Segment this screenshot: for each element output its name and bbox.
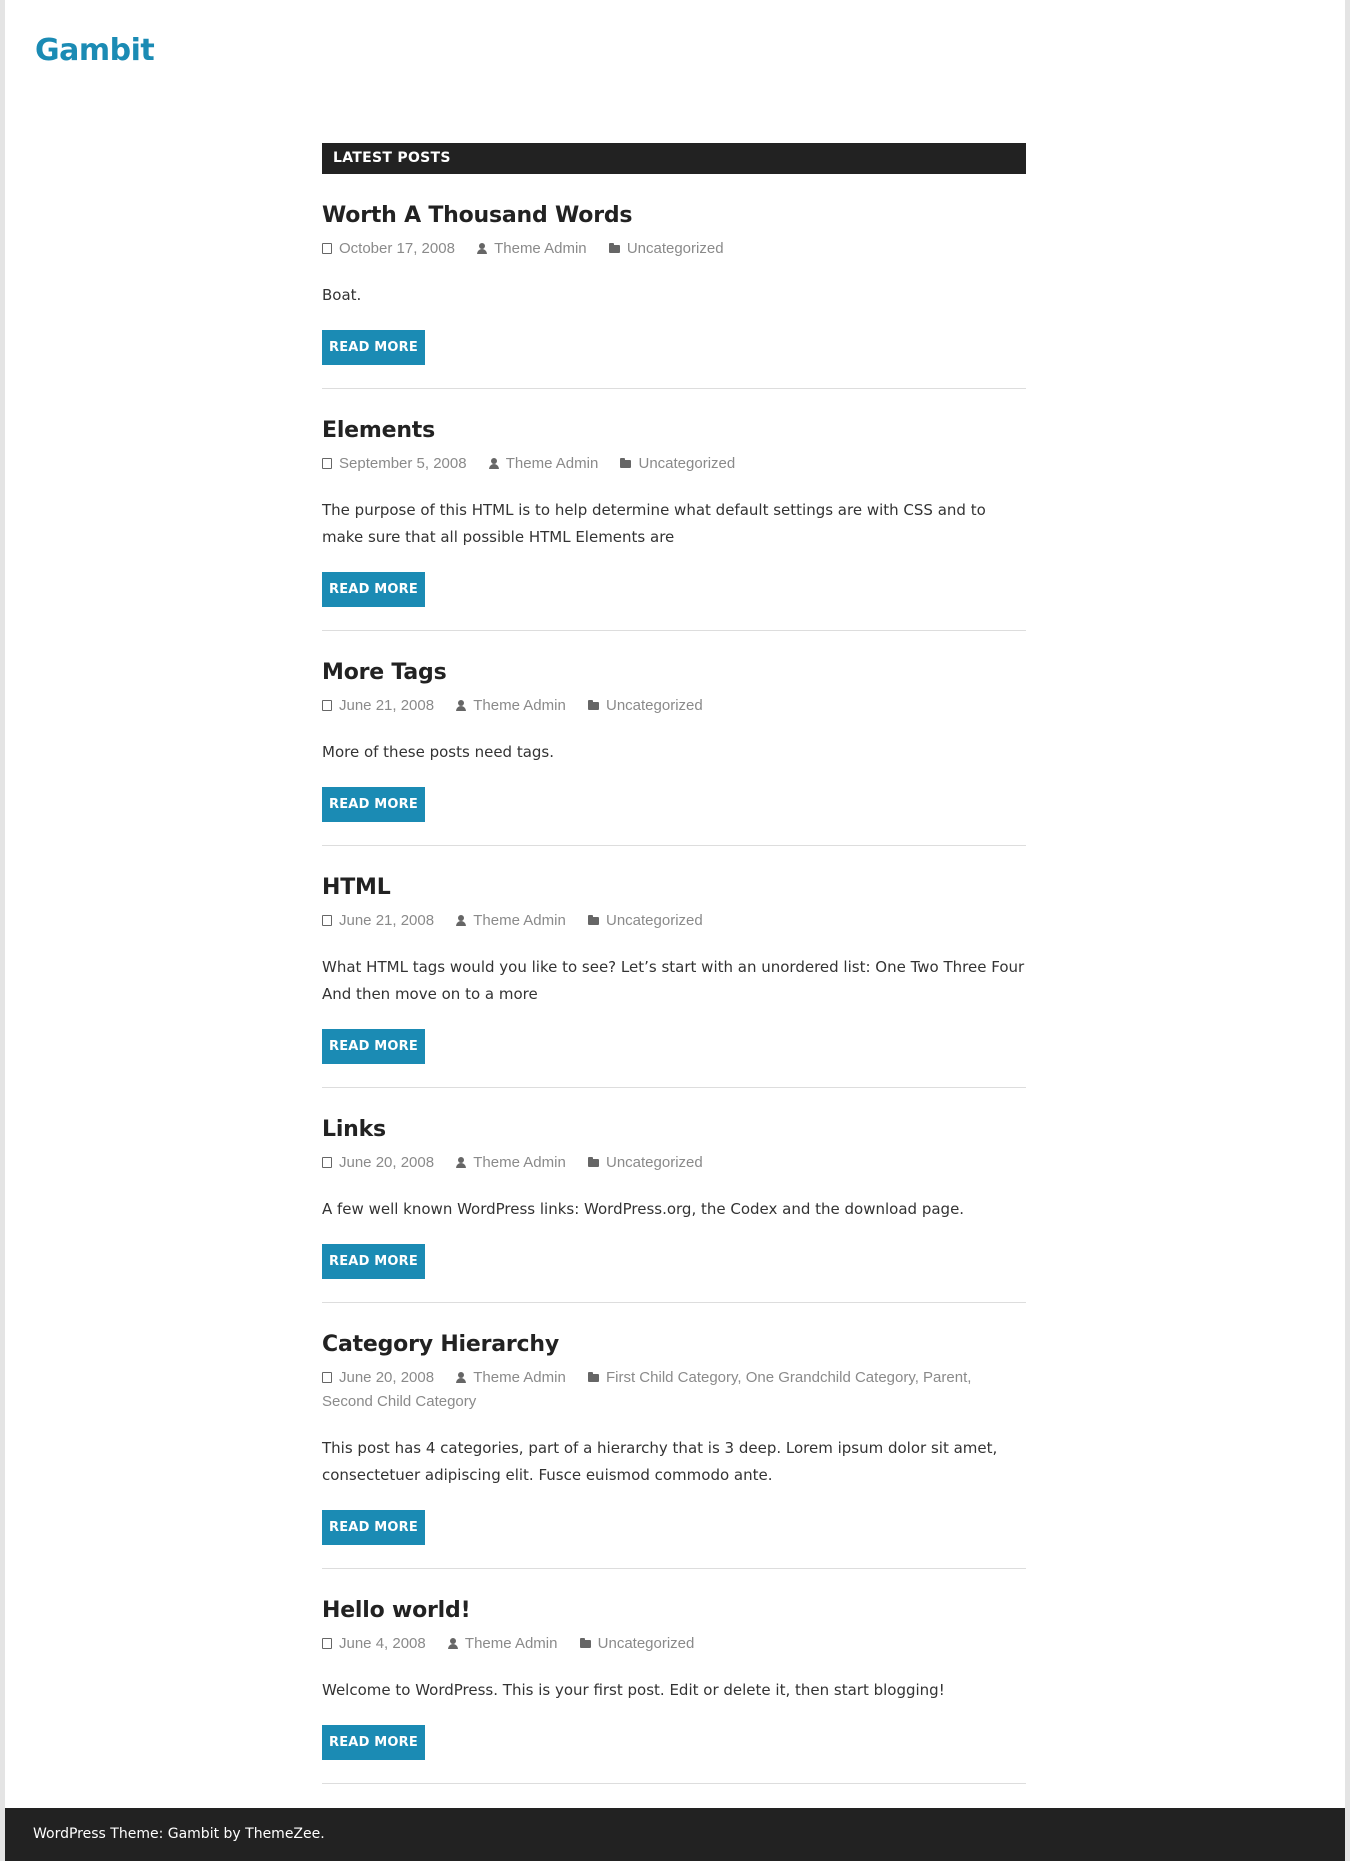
section-heading: LATEST POSTS [322,143,1026,174]
post-author-text[interactable]: Theme Admin [473,697,566,714]
post [322,1596,1026,1784]
footer-text: WordPress Theme: Gambit by ThemeZee. [33,1826,325,1842]
folder-icon [620,460,631,468]
post [322,201,1026,389]
post-categories[interactable] [609,240,724,257]
calendar-icon [322,1157,332,1168]
post-title[interactable]: Links [322,1117,386,1142]
post-excerpt: This post has 4 categories, part of a hierarchy that is 3 deep. Lorem ipsum dolor sit amet, consectetuer adipiscing elit. Fusce euismod commodo ante. [322,1439,998,1484]
post-author[interactable] [456,1369,566,1386]
post-list [322,201,1026,1784]
post-date[interactable] [322,1154,434,1171]
post [322,416,1026,631]
post-categories[interactable] [580,1635,695,1652]
post-excerpt: A few well known WordPress links: WordPress.org, the Codex and the download page. [322,1200,965,1218]
folder-icon [588,1159,599,1167]
calendar-icon [322,1638,332,1649]
post-meta [322,237,1026,261]
read-more-button[interactable]: READ MORE [322,1510,425,1545]
post-excerpt: Boat. [322,286,362,304]
post-date[interactable] [322,697,434,714]
post-meta [322,694,1026,718]
post-author-text[interactable]: Theme Admin [473,1369,566,1386]
page [5,0,1345,1861]
calendar-icon [322,243,332,254]
read-more-button[interactable]: READ MORE [322,1244,425,1279]
post-meta [322,909,1026,933]
post-date-text[interactable]: June 20, 2008 [339,1369,435,1386]
post [322,873,1026,1088]
post-title[interactable]: Elements [322,418,436,443]
post-categories[interactable] [588,1154,703,1171]
calendar-icon [322,1372,332,1383]
post-author[interactable] [456,697,566,714]
post-author[interactable] [477,240,587,257]
user-icon [477,243,487,254]
calendar-icon [322,915,332,926]
site-title[interactable]: Gambit [35,33,155,68]
read-more-button[interactable]: READ MORE [322,572,425,607]
post-categories[interactable] [588,697,703,714]
user-icon [448,1638,458,1649]
post-author-text[interactable]: Theme Admin [505,455,599,472]
post [322,658,1026,846]
read-more-button[interactable]: READ MORE [322,1029,425,1064]
post-date[interactable] [322,1635,426,1652]
read-more-button[interactable]: READ MORE [322,787,425,822]
post-author-text[interactable]: Theme Admin [494,240,587,257]
post-author-text[interactable]: Theme Admin [464,1635,558,1652]
post-title[interactable]: Category Hierarchy [322,1332,560,1357]
site-footer [5,1808,1345,1861]
post-categories-text[interactable]: Uncategorized [597,1635,695,1652]
post-excerpt: More of these posts need tags. [322,743,555,761]
post-meta [322,1632,1026,1656]
post-categories-text[interactable]: First Child Category, One Grandchild Category, Parent, Second Child Category [322,1369,972,1410]
post-categories-text[interactable]: Uncategorized [605,1154,703,1171]
post-categories-text[interactable]: Uncategorized [605,912,703,929]
post-categories-text[interactable]: Uncategorized [638,455,736,472]
post-categories-text[interactable]: Uncategorized [626,240,724,257]
post-categories[interactable] [588,912,703,929]
post-author[interactable] [489,455,599,472]
post-excerpt: What HTML tags would you like to see? Let’s start with an unordered list: One Two Three Four And then move on to a more [322,958,1025,1003]
post-title[interactable]: Worth A Thousand Words [322,203,633,228]
post-meta [322,452,1026,476]
read-more-button[interactable]: READ MORE [322,330,425,365]
user-icon [456,700,466,711]
post [322,1330,1026,1569]
post-author[interactable] [448,1635,558,1652]
post-date[interactable] [322,455,467,472]
post-date-text[interactable]: June 4, 2008 [339,1635,426,1652]
read-more-button[interactable]: READ MORE [322,1725,425,1760]
folder-icon [588,917,599,925]
post-title[interactable]: HTML [322,875,391,900]
post-meta [322,1366,1026,1414]
user-icon [489,458,499,469]
post-author[interactable] [456,1154,566,1171]
post-author[interactable] [456,912,566,929]
user-icon [456,1372,466,1383]
post-date-text[interactable]: September 5, 2008 [339,455,467,472]
post-categories[interactable] [620,455,735,472]
folder-icon [588,702,599,710]
post-date-text[interactable]: June 21, 2008 [339,697,435,714]
main-content [322,143,1026,1784]
post-title[interactable]: More Tags [322,660,447,685]
user-icon [456,915,466,926]
folder-icon [588,1374,599,1382]
post [322,1115,1026,1303]
post-excerpt: The purpose of this HTML is to help determine what default settings are with CSS and to make sure that all possible HTML Elements are [322,501,986,546]
post-meta [322,1151,1026,1175]
calendar-icon [322,700,332,711]
post-date-text[interactable]: June 20, 2008 [339,1154,435,1171]
post-date[interactable] [322,912,434,929]
post-title[interactable]: Hello world! [322,1598,471,1623]
post-date[interactable] [322,240,455,257]
folder-icon [580,1640,591,1648]
user-icon [456,1157,466,1168]
folder-icon [609,245,620,253]
post-date[interactable] [322,1369,434,1386]
post-author-text[interactable]: Theme Admin [473,1154,566,1171]
post-date-text[interactable]: October 17, 2008 [339,240,455,257]
post-author-text[interactable]: Theme Admin [473,912,566,929]
calendar-icon [322,458,332,469]
post-categories-text[interactable]: Uncategorized [605,697,703,714]
post-date-text[interactable]: June 21, 2008 [339,912,435,929]
post-excerpt: Welcome to WordPress. This is your first post. Edit or delete it, then start blogging! [322,1681,945,1699]
